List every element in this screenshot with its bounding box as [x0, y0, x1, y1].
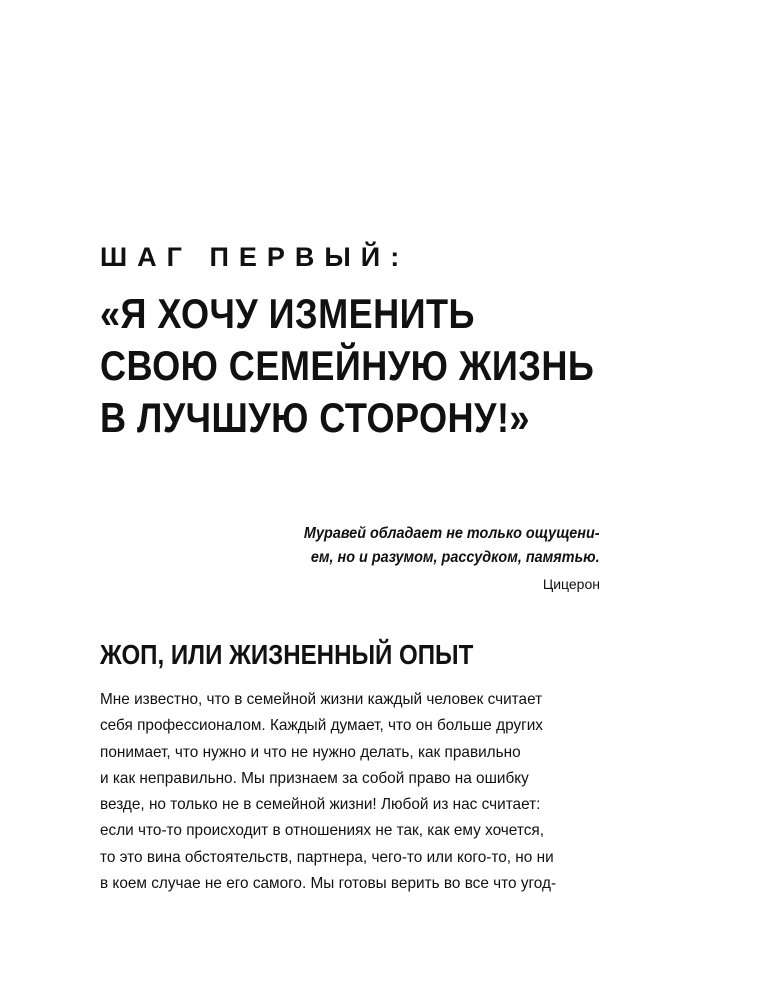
body-line: в коем случае не его самого. Мы готовы верить во все что угод-: [100, 875, 557, 893]
step-label: ШАГ ПЕРВЫЙ:: [100, 242, 410, 272]
epigraph-line: ем, но и разумом, рассудком, памятью.: [311, 549, 600, 566]
chapter-title: [100, 288, 594, 444]
body-line: Мне известно, что в семейной жизни каждый человек считает: [100, 691, 543, 708]
epigraph-quote: [304, 522, 600, 570]
chapter-title-line: В ЛУЧШУЮ СТОРОНУ!»: [100, 394, 530, 441]
body-line: и как неправильно. Мы признаем за собой право на ошибку: [100, 769, 529, 787]
epigraph-line: Муравей обладает не только ощущени-: [304, 525, 600, 542]
body-line: понимает, что нужно и что не нужно делать, как правильно: [100, 743, 521, 761]
chapter-title-line: СВОЮ СЕМЕЙНУЮ ЖИЗНЬ: [100, 342, 595, 389]
epigraph: [271, 522, 600, 594]
section-heading: ЖОП, ИЛИ ЖИЗНЕННЫЙ ОПЫТ: [100, 639, 474, 670]
epigraph-author: Цицерон: [542, 576, 600, 592]
chapter-title-line: «Я ХОЧУ ИЗМЕНИТЬ: [100, 290, 475, 337]
body-paragraph: [100, 687, 620, 897]
body-line: если что-то происходит в отношениях не так, как ему хочется,: [100, 822, 544, 840]
body-line: себя профессионалом. Каждый думает, что он больше других: [100, 717, 543, 735]
body-line: везде, но только не в семейной жизни! Любой из нас считает:: [100, 796, 541, 814]
body-line: то это вина обстоятельств, партнера, чего-то или кого-то, но ни: [100, 848, 554, 866]
